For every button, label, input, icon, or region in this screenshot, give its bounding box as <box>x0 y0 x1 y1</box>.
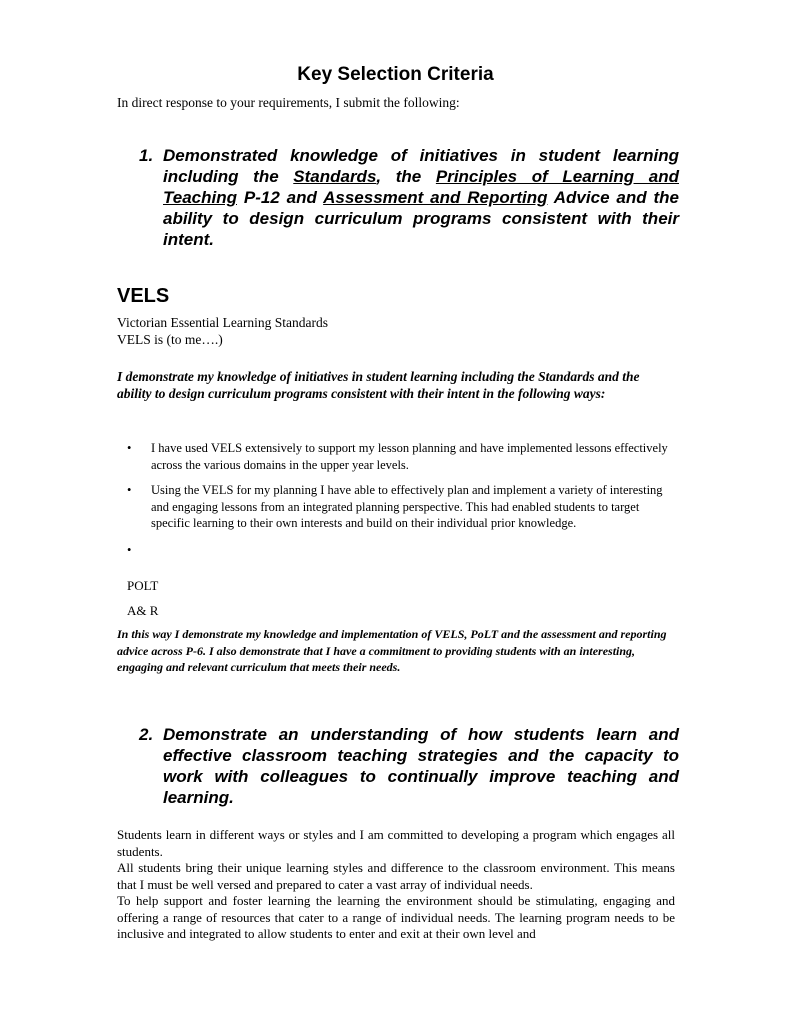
standards-underlined: Standards <box>293 167 377 186</box>
criterion-1-text-c: P-12 and <box>237 188 324 207</box>
vels-bullet-list <box>117 440 677 566</box>
list-item <box>117 440 677 473</box>
bullet-icon: • <box>127 483 132 497</box>
list-item-text: I have used VELS extensively to support my lesson planning and have implemented lessons effectively across the various domains in the upper year levels. <box>151 441 668 472</box>
polt-label: POLT <box>127 578 159 593</box>
criterion-2-text: Demonstrate an understanding of how students learn and effective classroom teaching strategies and the capacity to work with colleagues to continually improve teaching and learning. <box>163 725 679 807</box>
vels-description <box>117 314 328 348</box>
criterion-1-text <box>163 145 679 250</box>
list-item-text: Using the VELS for my planning I have able to effectively plan and implement a variety of interesting and engaging lessons from an integrated planning perspective. This had enabled students to target specific learning to their own interests and build on their individual prior knowledge. <box>151 483 663 530</box>
criterion-2 <box>139 724 679 808</box>
vels-statement: I demonstrate my knowledge of initiatives in student learning including the Standards and the ability to design curriculum programs consistent with their intent in the following ways: <box>117 369 640 401</box>
list-item <box>117 542 677 558</box>
intro-text: In direct response to your requirements, I submit the following: <box>117 95 460 110</box>
paragraph: Students learn in different ways or styles and I am committed to developing a program which engages all students. <box>117 827 675 859</box>
document-title: Key Selection Criteria <box>297 64 494 85</box>
vels-full-name: Victorian Essential Learning Standards <box>117 315 329 330</box>
vels-is-line: VELS is (to me….) <box>117 332 223 347</box>
paragraph: To help support and foster learning the learning the environment should be stimulating, engaging and offering a range of resources that cater to a range of individual needs. The learning program needs to be inclusive and integrated to allow students to enter and exit at their own level and <box>117 893 675 941</box>
criterion-1-number: 1. <box>139 146 154 165</box>
criterion-1 <box>139 145 679 250</box>
polt-underlined: Principles of Learning and Teaching <box>163 167 679 207</box>
bullet-icon: • <box>127 441 132 455</box>
criterion-1-text-d: Advice and the ability to design curriculum programs consistent with their intent. <box>163 188 679 249</box>
criterion-2-number: 2. <box>139 725 154 744</box>
criterion-1-text-b: , the <box>376 167 436 186</box>
bullet-icon: • <box>127 542 132 557</box>
list-item <box>117 482 677 532</box>
assessment-underlined: Assessment and Reporting <box>323 188 548 207</box>
paragraph: All students bring their unique learning styles and difference to the classroom environment. This means that I must be well versed and prepared to cater a vast array of individual needs. <box>117 860 675 892</box>
vels-heading: VELS <box>117 285 170 307</box>
vels-summary: In this way I demonstrate my knowledge and implementation of VELS, PoLT and the assessment and reporting advice across P-6. I also demonstrate that I have a commitment to providing students with an interesting, engaging and relevant curriculum that meets their needs. <box>117 627 667 674</box>
criterion-1-text-a: Demonstrated knowledge of initiatives in student learning including the <box>163 146 679 186</box>
ar-label: A& R <box>127 603 159 618</box>
